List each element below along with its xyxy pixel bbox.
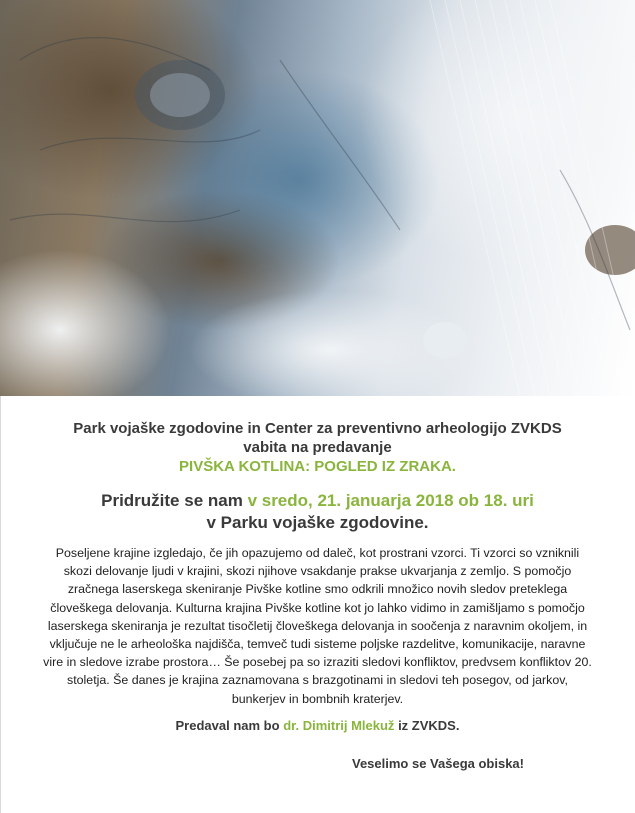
speaker-prefix: Predaval nam bo — [175, 718, 280, 733]
closing-line: Veselimo se Vašega obiska! — [352, 756, 524, 771]
aerial-terrain-illustration — [0, 0, 635, 396]
event-date: v sredo, 21. januarja 2018 ob 18. uri — [247, 491, 534, 510]
speaker-line — [0, 718, 635, 733]
aerial-lidar-image — [0, 0, 635, 396]
event-place: v Parku vojaške zgodovine. — [206, 513, 429, 532]
lecture-description: Poseljene krajine izgledajo, če jih opazujemo od daleč, kot prostrani vzorci. Ti vzorci so vzniknili skozi delovanje ljudi v krajini, skozi njihove vsakdanje prakse ukvarjanja z zemljo. S pomočjo zračnega laserskega skeniranje Pivške kotline smo odkrili množico novih sledov preteklega človeškega delovanja. Kulturna krajina Pivške kotline kot jo lahko vidimo in zamišljamo s pomočjo laserskega skeniranja je rezultat tisočletij človeškega delovanja in soočenja z naravnim okoljem, in vključuje ne le arheološka najdišča, temveč tudi sisteme poljske razdelitve, komunikacije, naravne vire in sledove izrabe prostora… Še posebej pa so izraziti sledovi konfliktov, predvsem konfliktov 20. stoletja. Še danes je krajina zaznamovana s brazgotinami in sledovi teh posegov, od jarkov, bunkerjev in bombnih kraterjev. — [43, 546, 592, 706]
lecture-title: PIVŠKA KOTLINA: POGLED IZ ZRAKA. — [179, 458, 456, 475]
join-line — [0, 490, 635, 511]
organizers-line: Park vojaške zgodovine in Center za preventivno arheologijo ZVKDS — [73, 420, 562, 437]
join-prefix: Pridružite se nam — [101, 491, 243, 510]
invitation-line: vabita na predavanje — [243, 439, 392, 456]
speaker-name: dr. Dimitrij Mlekuž — [283, 718, 395, 733]
speaker-suffix: iz ZVKDS. — [398, 718, 460, 733]
